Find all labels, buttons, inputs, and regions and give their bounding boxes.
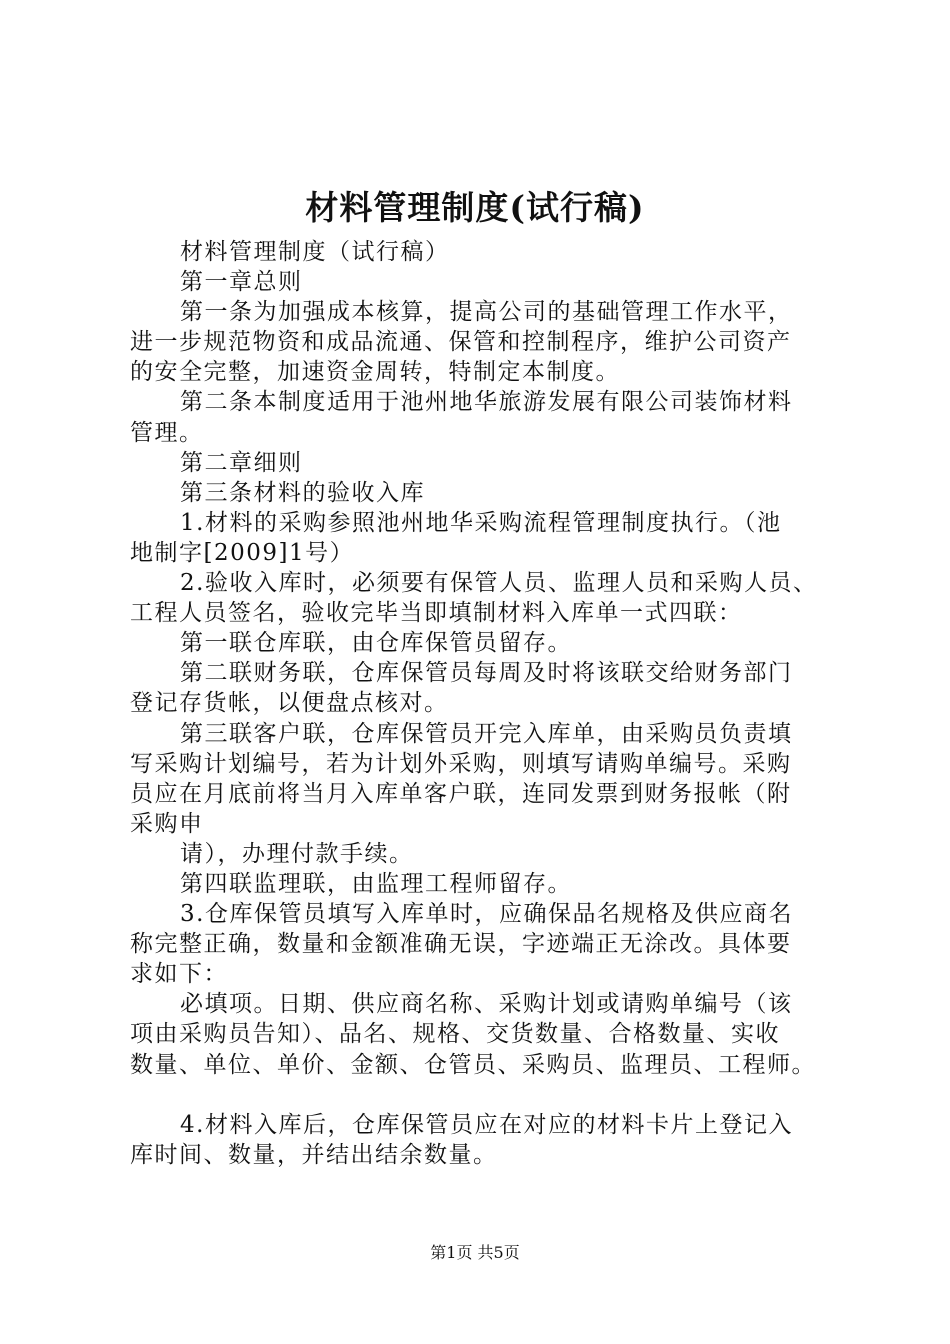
paragraph-line: 采购申 [130,810,204,837]
paragraph-line: 的安全完整，加速资金周转，特制定本制度。 [130,359,620,386]
paragraph-line: 第三条材料的验收入库 [180,479,425,506]
paragraph-gap [130,1080,850,1110]
page-footer: 第1页 共5页 [430,1243,520,1262]
paragraph-line: 地制字[2009]1号） [130,539,355,566]
paragraph-line: 称完整正确，数量和金额准确无误，字迹端正无涂改。具体要 [130,931,792,958]
paragraph-line: 2.验收入库时，必须要有保管人员、监理人员和采购人员、 [180,570,818,597]
paragraph-line: 第二条本制度适用于池州地华旅游发展有限公司装饰材料 [180,389,793,416]
chapter-heading: 第二章细则 [180,449,303,476]
paragraph-line: 写采购计划编号，若为计划外采购，则填写请购单编号。采购 [130,750,792,777]
paragraph-line: 进一步规范物资和成品流通、保管和控制程序，维护公司资产 [130,329,792,356]
paragraph-line: 第三联客户联，仓库保管员开完入库单，由采购员负责填 [180,720,793,747]
paragraph-line: 3.仓库保管员填写入库单时，应确保品名规格及供应商名 [180,901,793,928]
paragraph-line: 登记存货帐，以便盘点核对。 [130,690,449,717]
paragraph-line: 员应在月底前将当月入库单客户联，连同发票到财务报帐（附 [130,780,792,807]
paragraph-line: 材料管理制度（试行稿） [180,239,450,265]
paragraph-line: 项由采购员告知）、品名、规格、交货数量、合格数量、实收 [130,1021,780,1048]
paragraph-line: 工程人员签名，验收完毕当即填制材料入库单一式四联： [130,600,743,627]
paragraph-line: 第四联监理联，由监理工程师留存。 [180,870,572,897]
paragraph-line: 库时间、数量，并结出结余数量。 [130,1141,498,1168]
paragraph-line: 第一条为加强成本核算，提高公司的基础管理工作水平， [180,299,793,326]
chapter-heading: 第一章总则 [180,269,303,296]
document-title: 材料管理制度(试行稿) [305,188,645,227]
paragraph-line: 1.材料的采购参照池州地华采购流程管理制度执行。（池 [180,509,782,536]
paragraph-line: 必填项。日期、供应商名称、采购计划或请购单编号（该 [180,991,793,1018]
paragraph-line: 第一联仓库联，由仓库保管员留存。 [180,630,572,657]
paragraph-line: 4.材料入库后，仓库保管员应在对应的材料卡片上登记入 [180,1111,793,1138]
paragraph-line: 管理。 [130,419,204,446]
document-body [130,237,850,1170]
paragraph-line: 求如下： [130,961,228,988]
paragraph-line: 数量、单位、单价、金额、仓管员、采购员、监理员、工程师。 [130,1051,816,1078]
paragraph-line: 请），办理付款手续。 [180,840,414,867]
paragraph-line: 第二联财务联，仓库保管员每周及时将该联交给财务部门 [180,660,793,687]
